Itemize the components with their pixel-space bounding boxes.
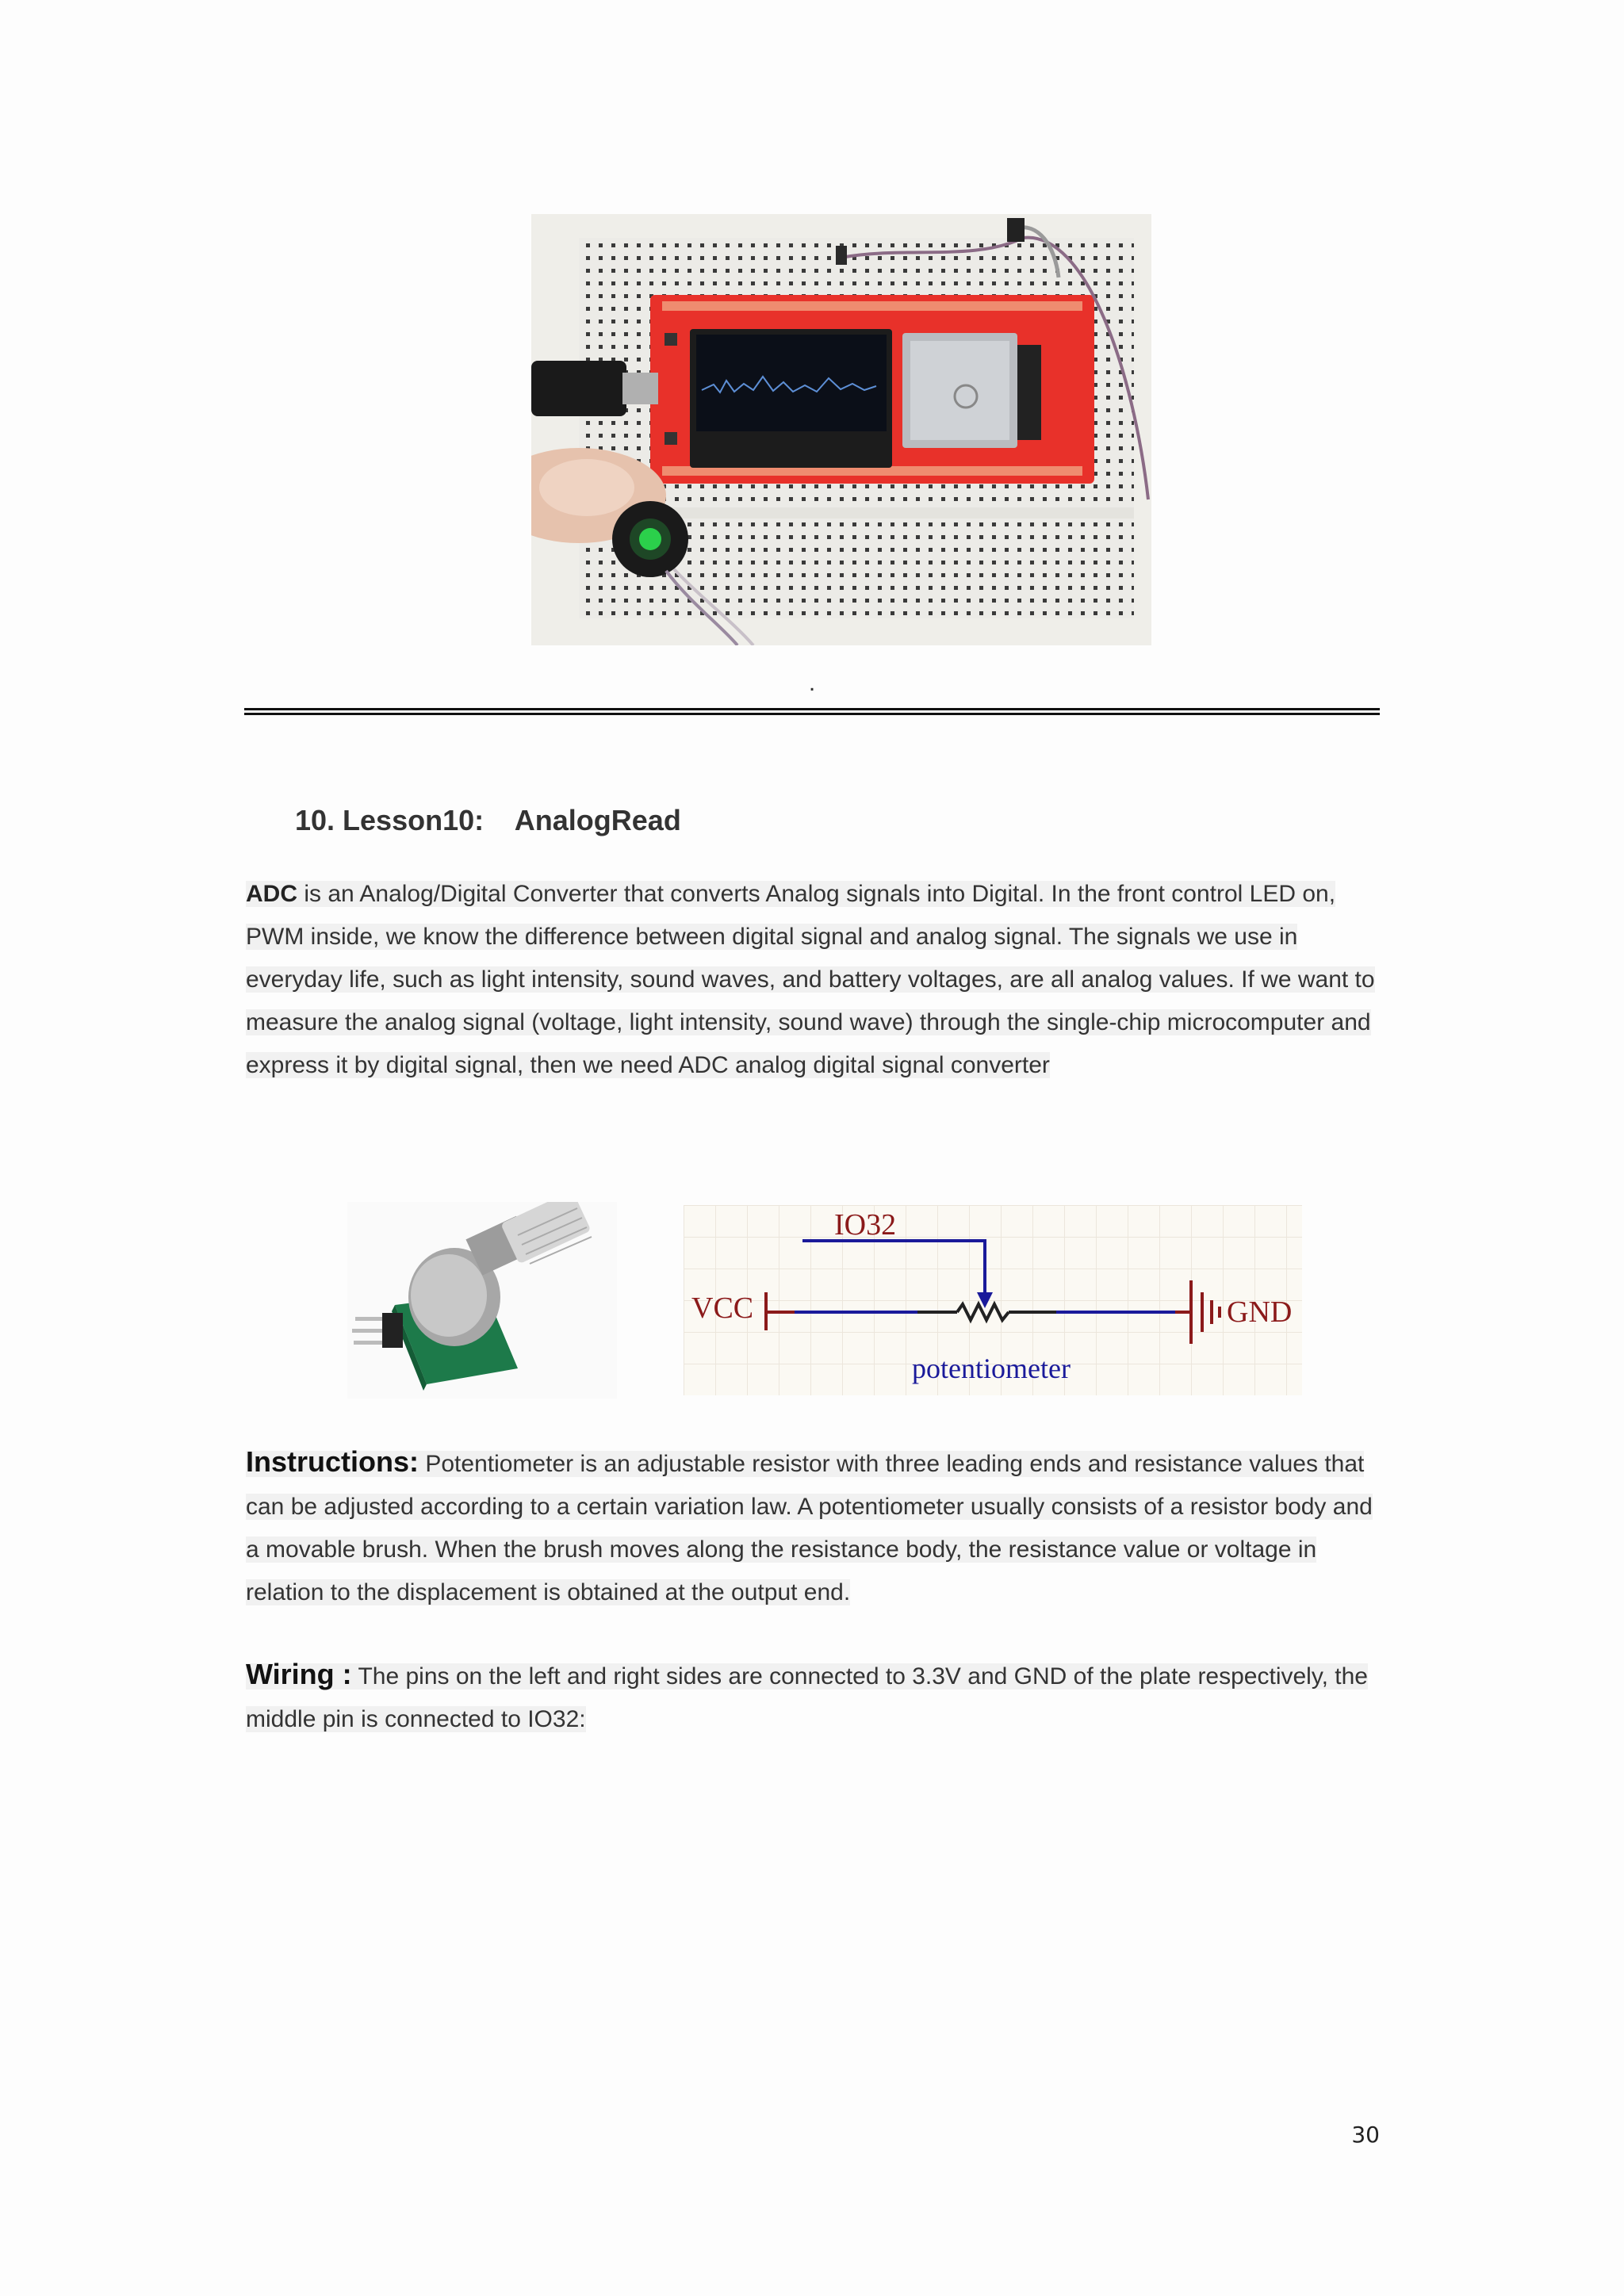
instructions-paragraph — [246, 1441, 1388, 1614]
lesson-heading: 10. Lesson10: AnalogRead — [295, 804, 681, 836]
intro-paragraph — [246, 873, 1388, 1087]
adc-term: ADC — [246, 881, 297, 907]
image-caption: . — [808, 670, 816, 696]
wiring-label: Wiring : — [246, 1658, 352, 1690]
schematic-component-label: potentiometer — [912, 1353, 1071, 1384]
double-divider — [244, 708, 1380, 715]
schematic-vcc-label: VCC — [691, 1292, 754, 1325]
instructions-label: Instructions: — [246, 1445, 419, 1478]
page-number: 30 — [1351, 2122, 1380, 2148]
breadboard-photo — [531, 214, 1151, 645]
schematic-diagram — [684, 1205, 1302, 1395]
potentiometer-schematic — [684, 1205, 1302, 1395]
breadboard-illustration — [531, 214, 1151, 645]
wiring-paragraph — [246, 1653, 1388, 1741]
wiring-text: The pins on the left and right sides are connected to 3.3V and GND of the plate respectively, the middle pin is connected to IO32: — [246, 1663, 1368, 1732]
schematic-pin-label: IO32 — [834, 1208, 897, 1242]
schematic-gnd-label: GND — [1227, 1295, 1293, 1329]
potentiometer-illustration — [347, 1202, 617, 1399]
instructions-text: Potentiometer is an adjustable resistor with three leading ends and resistance values that can be adjusted according to a certain variation law. A potentiometer usually consists of a resistor body and a movable brush. When the brush moves along the resistance body, the resistance value or voltage in relation to the displacement is obtained at the output end. — [246, 1451, 1373, 1605]
potentiometer-photo — [347, 1202, 617, 1399]
intro-text: is an Analog/Digital Converter that converts Analog signals into Digital. In the front control LED on, PWM inside, we know the difference between digital signal and analog signal. The signals we use in everyday life, such as light intensity, sound waves, and battery voltages, are all analog values. If we want to measure the analog signal (voltage, light intensity, sound wave) through the single-chip microcomputer and express it by digital signal, then we need ADC analog digital signal converter — [246, 881, 1375, 1078]
